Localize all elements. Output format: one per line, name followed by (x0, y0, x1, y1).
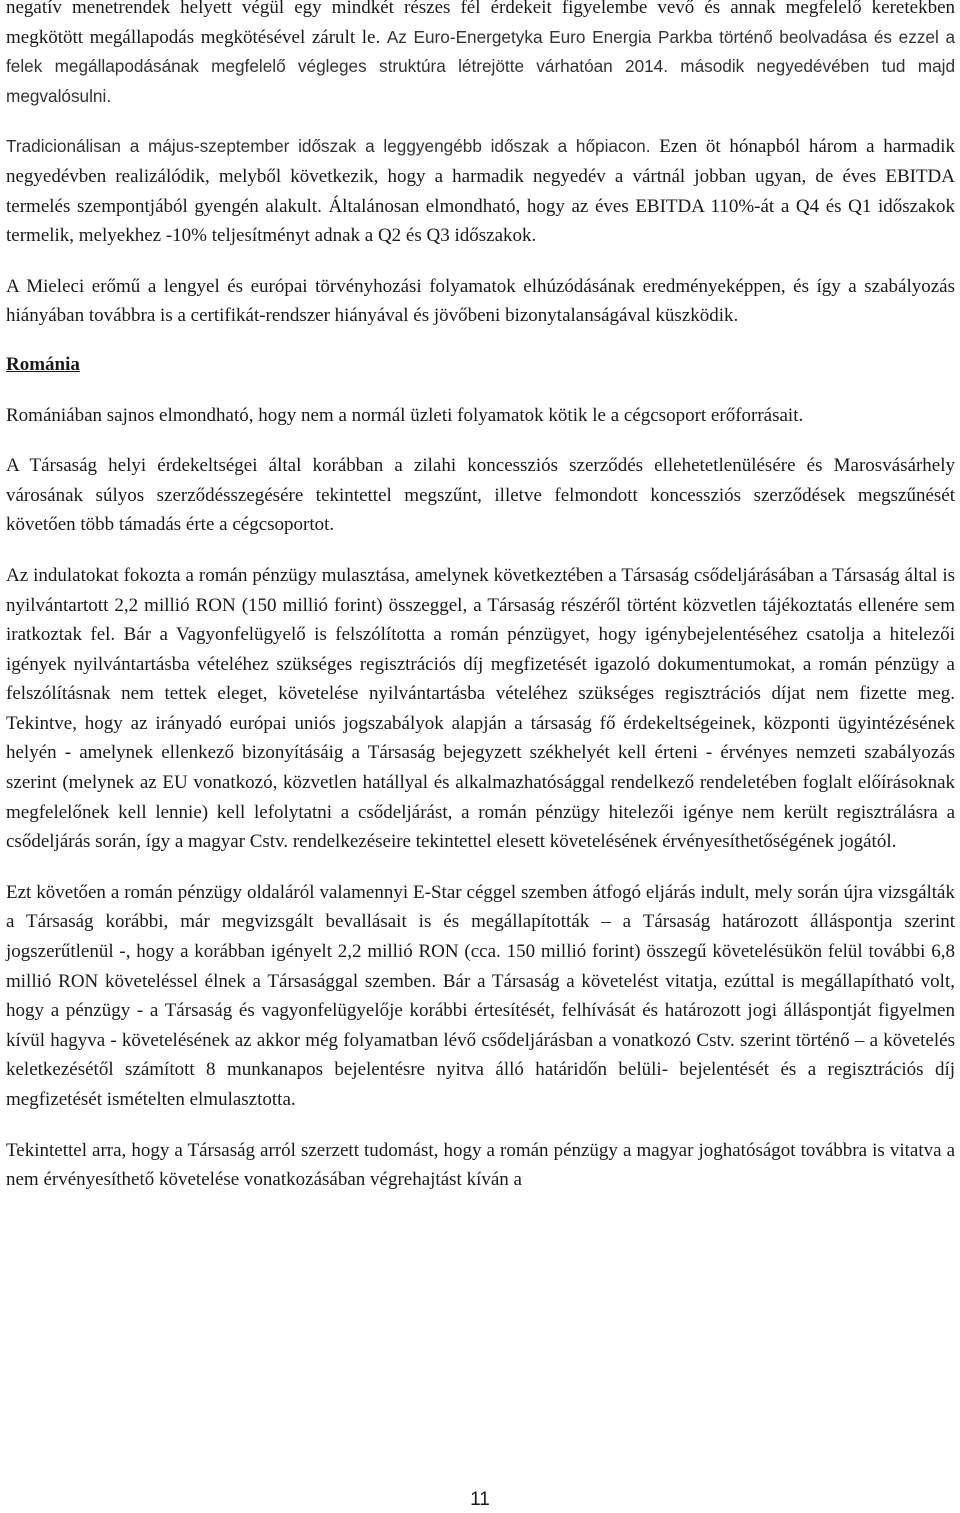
paragraph-text: negatív menetrendek helyett végül egy mindkét részes fél érdekeit figyelembe vevő és annak megfelelő keretekben megkötött megállapodás megkötésével zárult le. (6, 0, 955, 48)
section-heading-romania: Románia (6, 353, 80, 375)
paragraph-text: Ezen öt hónapból három a harmadik negyedévben realizálódik, melyből következik, hogy a harmadik negyedév a vártnál jobban ugyan, de éves EBITDA termelés szempontjából gyengén alakult. (6, 136, 955, 217)
paragraph-euro-energetyka (6, 0, 955, 111)
page-number: 11 (470, 1489, 490, 1510)
paragraph-estar-proceedings: Ezt követően a román pénzügy oldaláról valamennyi E-Star céggel szemben átfogó eljárás indult, mely során újra vizsgálták a Társaság korábbi, már megvizsgált bevallásait is és megállapították – a Társaság határozott álláspontja szerint jogszerűtlenül -, hogy a korábban igényelt 2,2 millió RON (cca. 150 millió forint) összegű követelésükön felül további 6,8 millió RON követeléssel élnek a Társasággal szemben. Bár a Társaság a követelést vitatja, ezúttal is megállapítható volt, hogy a pénzügy - a Társaság és vagyonfelügyelője korábbi értesítését, felhívását és határozott jogi álláspontját figyelmen kívül hagyva - követelésének az akkor még folyamatban lévő csődeljárásban a vonatkozó Cstv. szerint történő – a követelés keletkezésétől számított 8 munkanapos bejelentésre nyitva álló határidőn belüli- bejelentését és a regisztrációs díj megfizetését ismételten elmulasztotta. (6, 881, 955, 1110)
paragraph-mielec: A Mieleci erőmű a lengyel és európai törvényhozási folyamatok elhúzódásának eredményeképpen, és így a szabályozás hiányában továbbra is a certifikát-rendszer hiányával és jövőbeni bizonytalanságával küszködik. (6, 275, 955, 327)
paragraph-concession: A Társaság helyi érdekeltségei által korábban a zilahi koncessziós szerződés ellehetetlenülésére és Marosvásárhely városának súlyos szerződésszegésére tekintettel megszűnt, illetve felmondott koncessziós szerződések megszűnését követően több támadás érte a cégcsoportot. (6, 455, 955, 536)
paragraph-jurisdiction: Tekintettel arra, hogy a Társaság arról szerzett tudomást, hogy a román pénzügy a magyar joghatóságot továbbra is vitatva a nem érvényesíthető követelése vonatkozásában végrehajtást kíván a (6, 1139, 955, 1191)
paragraph-bankruptcy: Az indulatokat fokozta a román pénzügy mulasztása, amelynek következtében a Társaság csődeljárásában a Társaság által is nyilvántartott 2,2 millió RON (150 millió forint) összeggel, a Társaság részéről történt közvetlen tájékoztatás ellenére sem iratkoztak fel. Bár a Vagyonfelügyelő is felszólította a román pénzügyet, hogy igénybejelentéséhez csatolja a hitelezői igények nyilvántartásba vételéhez szükséges regisztrációs díj megfizetését igazoló dokumentumokat, a román pénzügy a felszólításnak nem tettek eleget, követelése nyilvántartásba vételéhez szükséges regisztrációs díjat nem fizette meg. Tekintve, hogy az irányadó európai uniós jogszabályok alapján a társaság fő érdekeltségeinek, központi ügyintézésének helyén - amelynek ellenkező bizonyításáig a Társaság bejegyzett székhelyét kell érteni - érvényes nemzeti szabályozás szerint (melynek az EU vonatkozó, közvetlen hatállyal és alkalmazhatósággal rendelkező rendeletében foglalt előírásoknak megfelelőnek kell lennie) kell lefolytatni a csődeljárást, a román pénzügy hitelezői igénye nem került regisztrálásra a csődeljárás során, így a magyar Cstv. rendelkezéseire tekintettel elesett követelésének érvényesíthetőségének jogától. (6, 564, 955, 853)
paragraph-romania-intro: Romániában sajnos elmondható, hogy nem a normál üzleti folyamatok kötik le a cégcsoport erőforrásait. (6, 404, 804, 426)
paragraph-seasonality (6, 132, 955, 250)
paragraph-text: Általánosan elmondható, hogy az éves EBITDA 110%-át a Q4 és Q1 időszakok termelik, melyekhez -10% teljesítményt adnak a Q2 és Q3 időszakok. (6, 195, 956, 247)
paragraph-text-sans: Tradicionálisan a május-szeptember időszak a leggyengébb időszak a hőpiacon. (6, 136, 660, 157)
paragraph-text-sans: Az Euro-Energetyka Euro Energia Parkba történő beolvadása és ezzel a felek megállapodásának megfelelő végleges struktúra létrejötte várhatóan 2014. második negyedévében tud majd megvalósulni. (6, 26, 955, 106)
document-page (6, 0, 955, 1195)
